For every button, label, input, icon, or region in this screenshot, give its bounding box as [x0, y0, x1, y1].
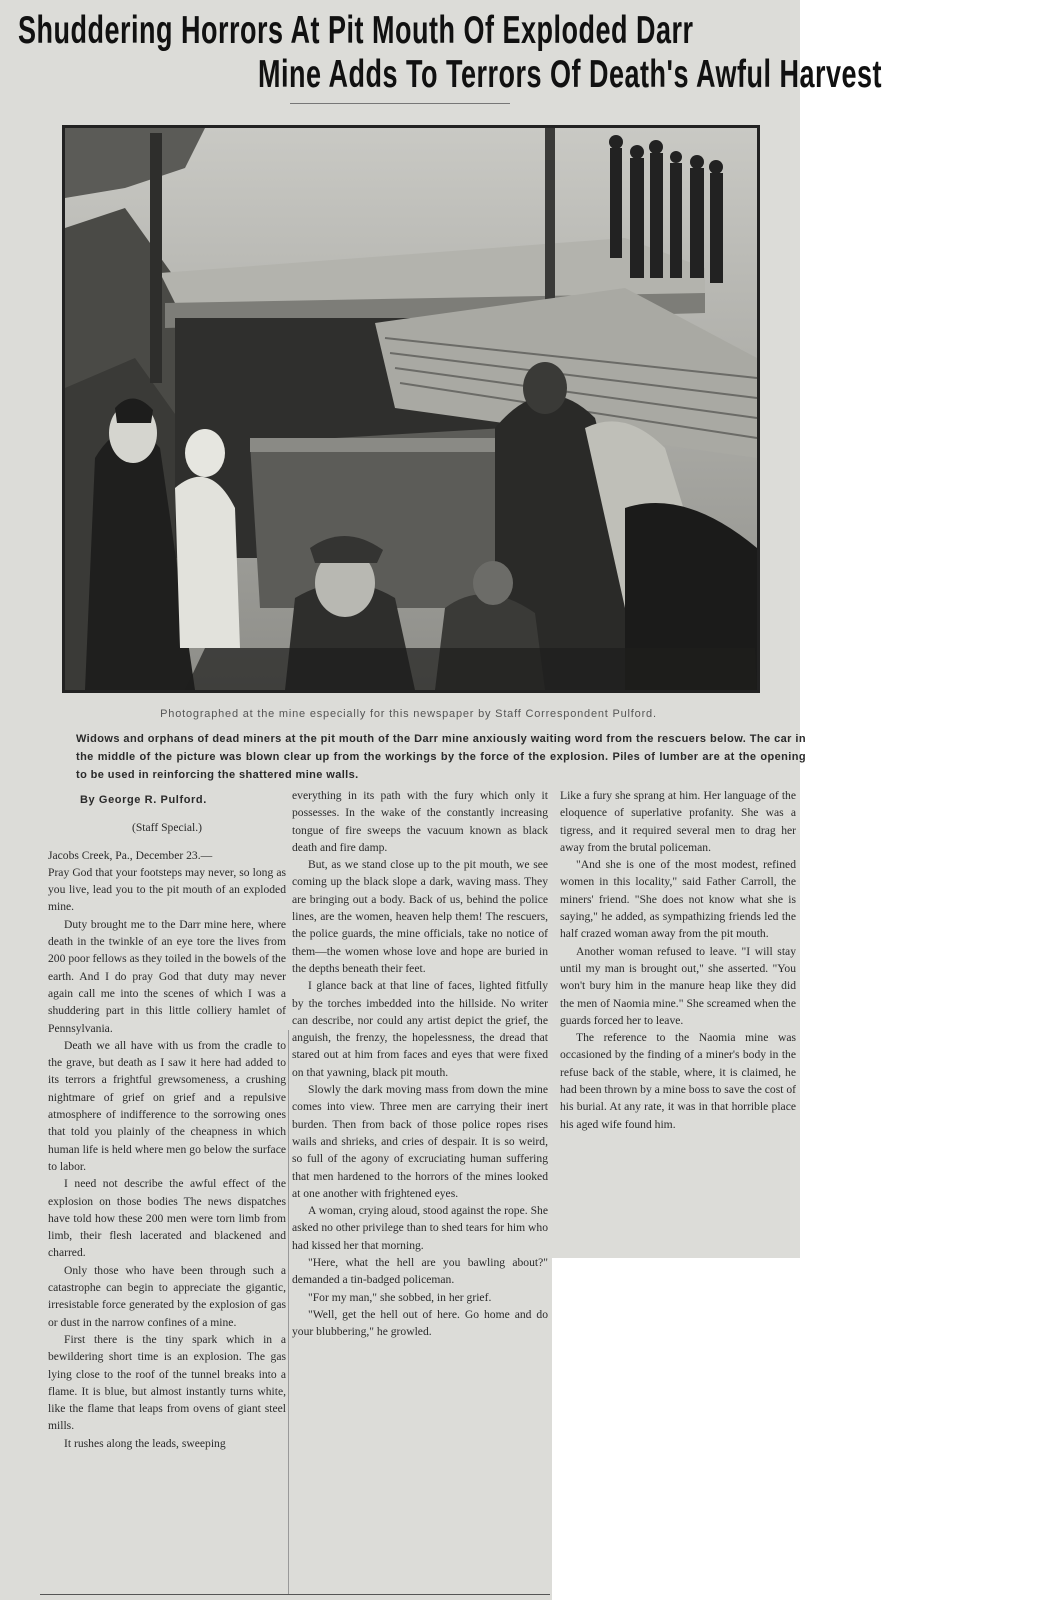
paragraph: I glance back at that line of faces, lighted fitfully by the torches imbedded into the hillside. No writer can describe, nor could any artist depict the grief, the anguish, the frenzy, the hopelessness, the dread that stared out at him from faces and eyes that were fixed on that yawning, black pit mouth.: [292, 979, 548, 1079]
paragraph: Pray God that your footsteps may never, so long as you live, lead you to the pit mouth of an exploded mine.: [48, 865, 286, 914]
paragraph: I need not describe the awful effect of the explosion on those bodies The news dispatches have told how these 200 men were torn limb from limb, their flesh lacerated and blackened and charred.: [48, 1177, 286, 1260]
paragraph: "For my man," she sobbed, in her grief.: [308, 1290, 492, 1304]
staff-special: (Staff Special.): [132, 821, 202, 835]
paragraph: A woman, crying aloud, stood against the rope. She asked no other privilege than to shed tears for him who had kissed her that morning.: [292, 1204, 548, 1252]
paragraph: everything in its path with the fury which only it possesses. In the wake of the constantly increasing tongue of fire sweeps the vacuum known as black death and fire damp.: [292, 789, 548, 854]
paragraph: The reference to the Naomia mine was occasioned by the finding of a miner's body in the refuse back of the stable, where, it is claimed, he had been thrown by a mine boss to save the cost of his burial. At any rate, it was in that horrible place his aged wife found him.: [560, 1031, 797, 1131]
article-column-2: [292, 787, 548, 1341]
clipping-cutout: [552, 1258, 800, 1600]
article-column-1: [48, 792, 286, 1452]
paragraph: Slowly the dark moving mass from down the mine comes into view. Three men are carrying their inert burden. Then from back of those police ropes rises wails and shrieks, and cries of despair. It is so weird, so full of the agony of excruciating human suffering that men hardened to the horrors of the mines looked at one another with frightened eyes.: [292, 1083, 548, 1200]
paragraph: Duty brought me to the Darr mine here, where death in the twinkle of an eye tore the lives from 200 poor fellows as they toiled in the bowels of the earth. And I do pray God that duty may never again call me into the scenes of which I was a shuddering part in this little colliery hamlet of Pennsylvania.: [48, 917, 286, 1035]
dateline: Jacobs Creek, Pa., December 23.—: [48, 848, 213, 862]
bottom-rule: [40, 1594, 550, 1595]
news-photograph: [62, 125, 760, 693]
paragraph: First there is the tiny spark which in a bewildering short time is an explosion. The gas lying close to the roof of the tunnel breaks into a flame. It is blue, but almost instantly turns white, like the flame that leaps from ovens of giant steel mills.: [48, 1332, 286, 1433]
photo-caption: Widows and orphans of dead miners at the pit mouth of the Darr mine anxiously waiting word from the rescuers below. The car in the middle of the picture was blown clear up from the workings by the force of the explosion. Piles of lumber are at the opening to be used in reinforcing the shattered mine walls.: [76, 733, 806, 781]
photo-image: [65, 128, 757, 690]
photo-credit: Photographed at the mine especially for this newspaper by Staff Correspondent Pulford.: [160, 708, 657, 720]
paragraph: "Well, get the hell out of here. Go home and do your blubbering," he growled.: [292, 1307, 548, 1339]
paragraph: It rushes along the leads, sweeping: [64, 1436, 226, 1450]
headline-rule: [290, 103, 510, 104]
byline: By George R. Pulford.: [80, 794, 207, 806]
article-column-3: [560, 787, 796, 1133]
headline-line-2: Mine Adds To Terrors Of Death's Awful Harvest: [258, 52, 883, 96]
paragraph: Death we all have with us from the cradle to the grave, but death as I saw it here had added to its terrors a frightful grewsomeness, a crushing nightmare of grief on grief and a repulsive atmosphere of indifference to the sorrowing ones that told you plainly of the cheapness in which human life is held where men go below the surface to labor.: [48, 1038, 286, 1173]
paragraph: "Here, what the hell are you bawling about?" demanded a tin-badged policeman.: [292, 1256, 548, 1287]
paragraph: Another woman refused to leave. "I will stay until my man is brought out," she asserted. "You won't bury him in the manure heap like they did the men of Naomia mine." She screamed when the guards forced her to leave.: [560, 944, 796, 1027]
paragraph: But, as we stand close up to the pit mouth, we see coming up the black slope a dark, waving mass. They are bringing out a body. Back of us, behind the police lines, are the women, heaven help them! The rescuers, the police guards, the mine officials, take no notice of them—the women whose love and hope are buried in the depths beneath their feet.: [292, 858, 548, 975]
headline-line-1: Shuddering Horrors At Pit Mouth Of Exploded Darr: [18, 8, 694, 52]
paragraph: Only those who have been through such a catastrophe can begin to appreciate the gigantic, irresistable force generated by the explosion of gas or dust in the narrow confines of a mine.: [48, 1263, 286, 1329]
column-rule: [288, 1030, 289, 1595]
paragraph: "And she is one of the most modest, refined women in this locality," said Father Carroll, the miners' friend. "She does not know what she is saying," he added, as sympathizing friends led the half crazed woman away from the pit mouth.: [560, 858, 796, 941]
paragraph: Like a fury she sprang at him. Her language of the eloquence of superlative profanity. She was a tigress, and it required several men to drag her away from the brutal policeman.: [560, 789, 796, 854]
